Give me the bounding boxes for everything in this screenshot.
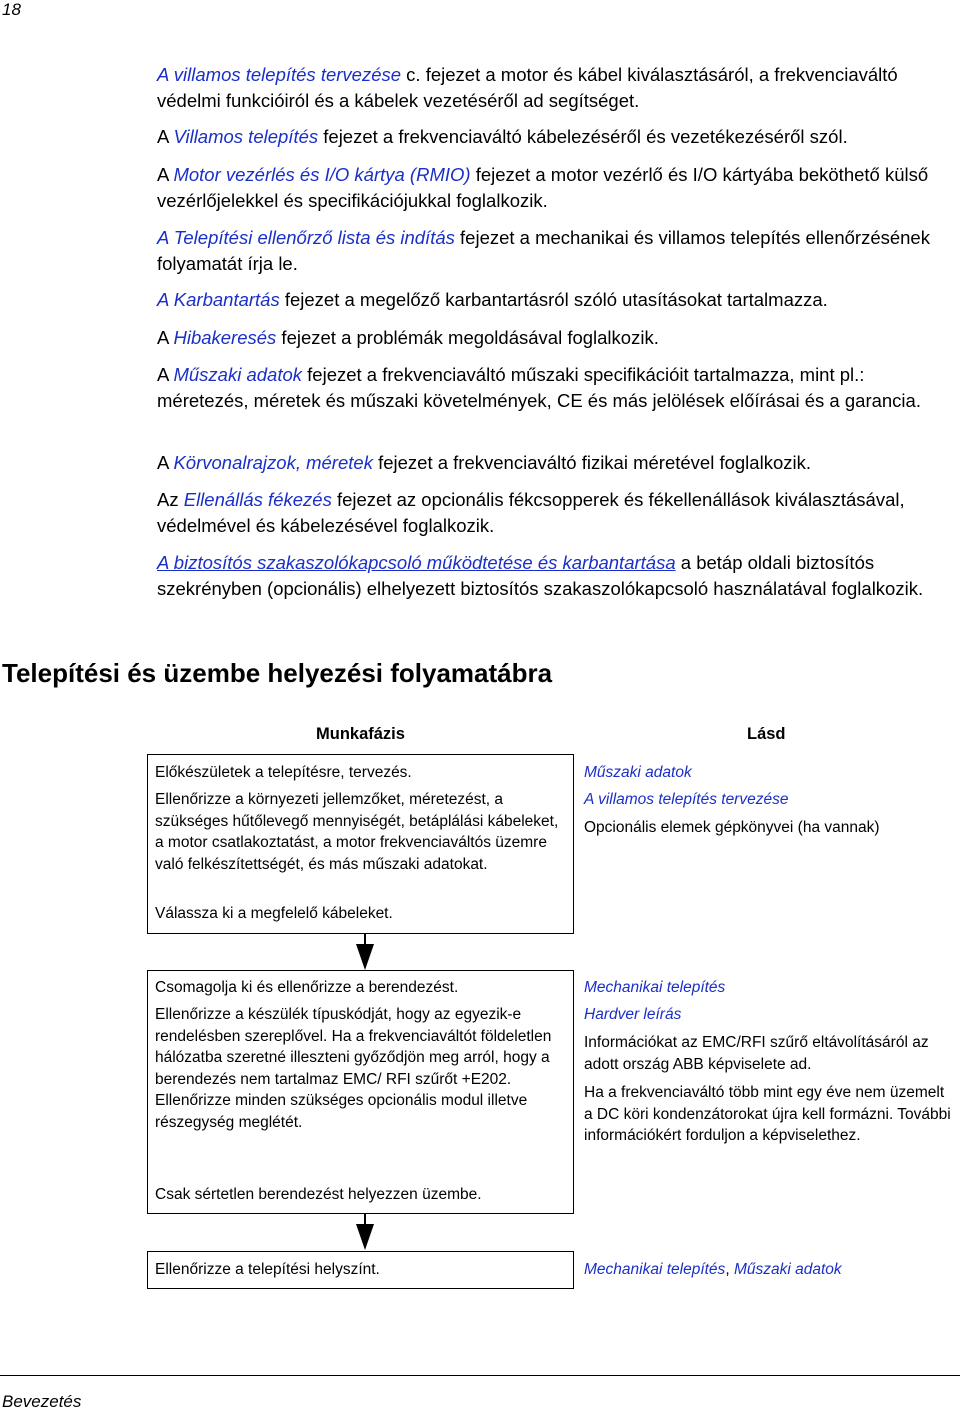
paragraph-7 [157, 362, 947, 414]
see-link-technical-data[interactable]: Műszaki adatok [584, 764, 692, 781]
paragraph-6 [157, 325, 947, 351]
flow-arrow-icon [356, 944, 374, 970]
step-2-description: Ellenőrizze a készülék típuskódját, hogy az egyezik-e rendelésben szereplővel. Ha a frekvenciaváltót földeletlen hálózatba szeretné illeszteni győződjön meg arról, hogy a berendezés nem tartalmaz EMC/ RFI szűrőt +E202. Ellenőrizze minden szükséges opcionális modul illetve részegység meglétét. [155, 1006, 552, 1131]
see-links-step-3 [584, 1259, 956, 1281]
paragraph-2 [157, 124, 947, 150]
paragraph-text: A [157, 452, 174, 473]
step-2-note: Csak sértetlen berendezést helyezzen üzembe. [155, 1186, 482, 1203]
paragraph-10 [157, 550, 947, 602]
paragraph-9 [157, 487, 947, 539]
chapter-link[interactable]: Ellenállás fékezés [183, 489, 332, 510]
step-1-cables: Válassza ki a megfelelő kábeleket. [155, 905, 393, 922]
chapter-link[interactable]: Villamos telepítés [173, 126, 319, 147]
see-note-options: Opcionális elemek gépkönyvei (ha vannak) [584, 819, 880, 836]
paragraph-text: fejezet a frekvenciaváltó műszaki specifikációit tartalmazza, mint pl.: méretezés, méretek és műszaki követelmények, CE és más jelölések előírásai és a garancia. [157, 364, 921, 411]
see-note-emc-filter: Információkat az EMC/RFI szűrő eltávolításáról az adott ország ABB képviselete ad. [584, 1034, 929, 1073]
paragraph-text: fejezet a motor vezérlő és I/O kártyába beköthető külső vezérlőjelekkel és specifikációjukkal foglalkozik. [157, 164, 929, 211]
chapter-link[interactable]: Motor vezérlés és I/O kártya (RMIO) [173, 164, 471, 185]
see-link-technical-data[interactable]: Műszaki adatok [733, 1261, 842, 1278]
paragraph-text: A [157, 327, 174, 348]
paragraph-text: fejezet az opcionális fékcsopperek és fékellenállások kiválasztásával, védelmével és kábelezésével foglalkozik. [157, 489, 905, 536]
section-title: Telepítési és üzembe helyezési folyamatábra [2, 658, 553, 688]
paragraph-8 [157, 450, 947, 476]
flow-arrow-icon [356, 1224, 374, 1250]
chapter-link[interactable]: Hibakeresés [173, 327, 277, 348]
chapter-link[interactable]: A villamos telepítés tervezése [157, 64, 402, 85]
chapter-link[interactable]: Műszaki adatok [173, 364, 303, 385]
paragraph-text: a betáp oldali biztosítós szekrényben (opcionális) elhelyezett biztosítós szakaszolókapcsoló használatával foglalkozik. [157, 552, 924, 599]
see-link-electrical-planning[interactable]: A villamos telepítés tervezése [584, 791, 789, 808]
column-header-see: Lásd [747, 725, 786, 743]
step-2-title: Csomagolja ki és ellenőrizze a berendezést. [155, 979, 459, 996]
footer-divider [0, 1375, 960, 1376]
paragraph-text: fejezet a megelőző karbantartásról szóló utasításokat tartalmazza. [279, 289, 828, 310]
paragraph-text: fejezet a frekvenciaváltó fizikai méretével foglalkozik. [372, 452, 811, 473]
paragraph-1 [157, 62, 947, 114]
step-1-description: Ellenőrizze a környezeti jellemzőket, méretezést, a szükséges hűtőlevegő mennyiségét, betáplálási kábeleket, a motor csatlakoztatást, a motor frekvenciaváltós üzemre való felkészítettségét, és más műszaki adatokat. [155, 791, 559, 873]
paragraph-text: fejezet a problémák megoldásával foglalkozik. [276, 327, 659, 348]
paragraph-text: fejezet a frekvenciaváltó kábelezéséről és vezetékezéséről szól. [318, 126, 848, 147]
paragraph-text: c. fejezet a motor és kábel kiválasztásáról, a frekvenciaváltó védelmi funkcióiról és a kábelek vezetéséről ad segítséget. [157, 64, 898, 111]
page-number: 18 [2, 0, 21, 19]
paragraph-text: Az [157, 489, 184, 510]
chapter-link[interactable]: A Karbantartás [157, 289, 280, 310]
chapter-link[interactable]: A Telepítési ellenőrző lista és indítás [157, 227, 455, 248]
footer-chapter-name: Bevezetés [2, 1392, 82, 1411]
step-3-title: Ellenőrizze a telepítési helyszínt. [155, 1261, 380, 1278]
paragraph-text: A [157, 164, 174, 185]
column-header-phase: Munkafázis [316, 725, 405, 743]
paragraph-5 [157, 287, 947, 313]
see-link-mechanical-installation[interactable]: Mechanikai telepítés [584, 1261, 726, 1278]
chapter-link[interactable]: Körvonalrajzok, méretek [173, 452, 373, 473]
step-1-title: Előkészületek a telepítésre, tervezés. [155, 764, 412, 781]
paragraph-text: A [157, 364, 174, 385]
paragraph-text: A [157, 126, 174, 147]
paragraph-4 [157, 225, 947, 277]
see-note-capacitors: Ha a frekvenciaváltó több mint egy éve nem üzemelt a DC köri kondenzátorokat újra kell formázni. További információkért forduljon a képviselethez. [584, 1084, 951, 1145]
paragraph-text: fejezet a mechanikai és villamos telepítés ellenőrzésének folyamatát írja le. [157, 227, 930, 274]
see-link-mechanical-installation[interactable]: Mechanikai telepítés [584, 979, 726, 996]
link-separator: , [725, 1261, 734, 1278]
see-link-hardware-description[interactable]: Hardver leírás [584, 1006, 682, 1023]
paragraph-3 [157, 162, 947, 214]
chapter-link[interactable]: A biztosítós szakaszolókapcsoló működtetése és karbantartása [157, 552, 676, 573]
